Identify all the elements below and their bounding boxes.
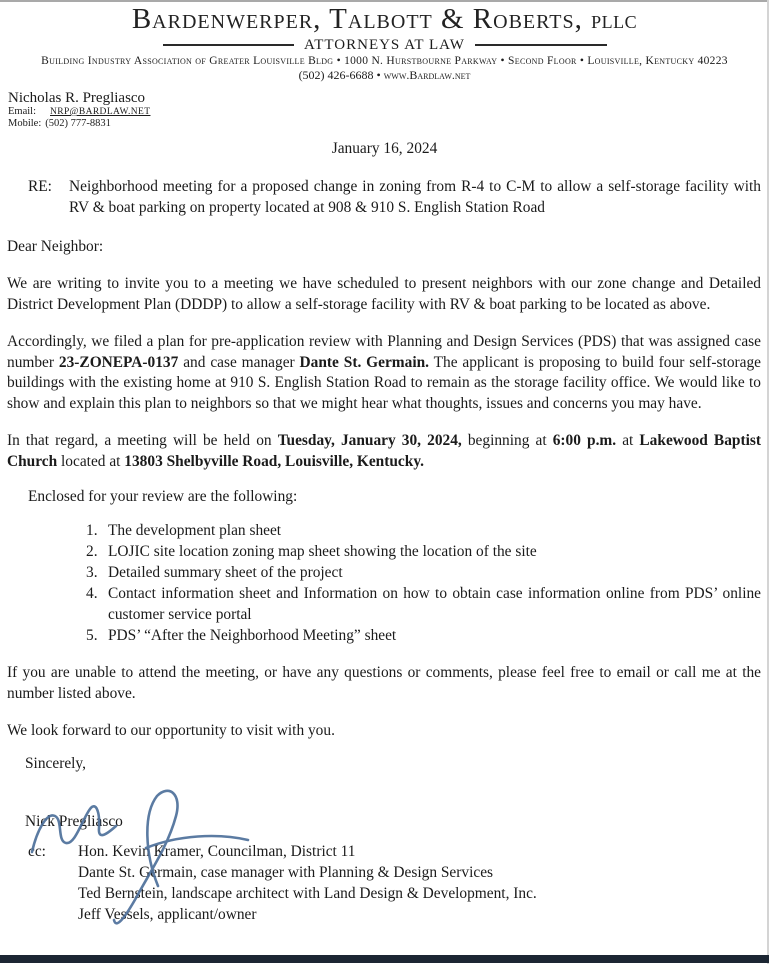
enclosure-text: Contact information sheet and Information on how to obtain case information online from PDS’ online customer service portal bbox=[108, 585, 761, 623]
mobile-label: Mobile: bbox=[8, 118, 42, 129]
valediction: Sincerely, bbox=[25, 754, 86, 772]
cc-block bbox=[28, 841, 761, 925]
tagline-row bbox=[163, 37, 607, 53]
date-line: January 16, 2024 bbox=[331, 140, 438, 157]
p3-text: In that regard, a meeting will be held on bbox=[7, 432, 278, 449]
letterhead bbox=[0, 0, 769, 82]
enclosure-text: PDS’ “After the Neighborhood Meeting” sheet bbox=[108, 627, 397, 644]
enclosure-number: 4. bbox=[86, 585, 98, 602]
case-manager-name: Dante St. Germain. bbox=[299, 353, 430, 371]
enclosures-list bbox=[86, 520, 761, 646]
meeting-address: 13803 Shelbyville Road, Louisville, Kentucky. bbox=[124, 452, 425, 470]
body-paragraph-1: We are writing to invite you to a meeting we have scheduled to present neighbors with our zone change and Detailed District Development Plan (DDDP) to allow a self-storage facility with RV & boat parking to be located as above. bbox=[7, 275, 761, 313]
enclosure-text: Detailed summary sheet of the project bbox=[108, 564, 343, 581]
signer-name: Nick Pregliasco bbox=[25, 812, 123, 830]
meeting-venue: Lakewood Baptist Church bbox=[7, 432, 761, 470]
attorney-mobile-row bbox=[8, 118, 769, 130]
enclosure-item bbox=[86, 562, 761, 583]
p3-text: located at bbox=[57, 452, 125, 470]
enclosure-item bbox=[86, 541, 761, 562]
scan-edge-bar-bottom bbox=[0, 955, 769, 963]
email-link[interactable]: NRP@BARDLAW.NET bbox=[50, 107, 151, 117]
tagline-rule-left bbox=[163, 44, 295, 46]
enclosed-intro: Enclosed for your review are the following: bbox=[28, 488, 298, 505]
firm-name bbox=[0, 4, 769, 37]
p3-text: beginning at bbox=[461, 432, 553, 449]
enclosure-text: The development plan sheet bbox=[108, 522, 282, 539]
cc-list bbox=[78, 841, 761, 925]
enclosure-item bbox=[86, 520, 761, 541]
p3-text: at bbox=[616, 432, 640, 449]
re-subject: Neighborhood meeting for a proposed change in zoning from R-4 to C-M to allow a self-storage facility with RV & boat parking on property located at 908 & 910 S. English Station Road bbox=[69, 178, 761, 216]
attorneys-at-law-tagline: ATTORNEYS AT LAW bbox=[304, 36, 465, 53]
body-paragraph-4: If you are unable to attend the meeting, or have any questions or comments, please feel free to email or call me at the number listed above. bbox=[7, 664, 761, 702]
body-paragraph-3 bbox=[7, 431, 761, 472]
firm-name-suffix: PLLC bbox=[591, 12, 638, 32]
cc-recipient: Ted Bernstein, landscape architect with Land Design & Development, Inc. bbox=[78, 884, 537, 902]
cc-recipient: Jeff Vessels, applicant/owner bbox=[78, 905, 257, 923]
cc-label: cc: bbox=[28, 842, 46, 860]
enclosure-item bbox=[86, 625, 761, 646]
enclosure-number: 2. bbox=[86, 543, 98, 560]
enclosure-number: 1. bbox=[86, 522, 98, 539]
meeting-time: 6:00 p.m. bbox=[552, 432, 617, 449]
meeting-date: Tuesday, January 30, 2024, bbox=[277, 432, 462, 449]
p2-text: and case manager bbox=[178, 353, 300, 371]
attorney-email-row bbox=[8, 106, 769, 118]
p2-text: Accordingly, we filed a plan for pre-application review with Planning and Design Services (PDS) that was assigned case number bbox=[7, 333, 761, 371]
salutation: Dear Neighbor: bbox=[7, 238, 104, 255]
attorney-name: Nicholas R. Pregliasco bbox=[8, 90, 146, 106]
enclosure-number: 5. bbox=[86, 627, 98, 644]
body-paragraph-5: We look forward to our opportunity to visit with you. bbox=[7, 722, 335, 739]
attorney-contact-block bbox=[0, 82, 769, 130]
mobile-number: (502) 777-8831 bbox=[45, 118, 111, 129]
re-label: RE: bbox=[28, 178, 52, 195]
email-label: Email: bbox=[8, 106, 36, 117]
firm-name-main: Bardenwerper, Talbott & Roberts, bbox=[131, 3, 583, 35]
tagline-rule-right bbox=[475, 44, 607, 46]
cc-recipient: Hon. Kevin Kramer, Councilman, District 11 bbox=[78, 842, 356, 860]
body-paragraph-2 bbox=[7, 332, 761, 414]
enclosure-item bbox=[86, 583, 761, 625]
firm-address: Building Industry Association of Greater Louisville Bldg • 1000 N. Hurstbourne Parkway • Second Floor • Louisville, Kentucky 40223 bbox=[41, 55, 728, 67]
scan-edge-line-top bbox=[0, 0, 769, 2]
cc-recipient: Dante St. Germain, case manager with Planning & Design Services bbox=[78, 863, 494, 881]
case-number: 23-ZONEPA-0137 bbox=[58, 353, 179, 371]
enclosure-text: LOJIC site location zoning map sheet showing the location of the site bbox=[108, 543, 537, 560]
p2-text: The applicant is proposing to build four self-storage buildings with the existing home at 910 S. English Station Road to remain as the storage facility office. We would like to show and explain this plan to neighbors so that we might hear what thoughts, issues and concerns you may have. bbox=[7, 353, 761, 412]
enclosure-number: 3. bbox=[86, 564, 98, 581]
re-block bbox=[28, 176, 761, 218]
firm-phone: (502) 426-6688 • www.Bardlaw.net bbox=[298, 68, 471, 82]
